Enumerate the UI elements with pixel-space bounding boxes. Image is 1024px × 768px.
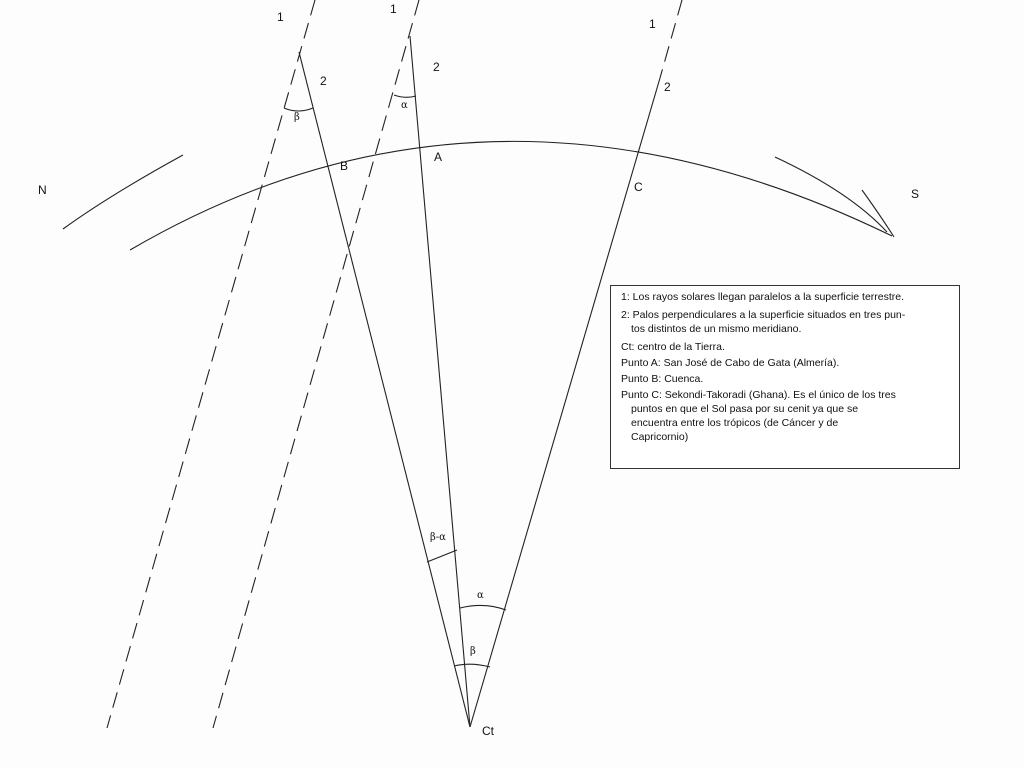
legend-item-rays xyxy=(621,290,951,304)
ray-label-middle: 1 xyxy=(390,2,397,16)
legend-text: encuentra entre los trópicos (de Cáncer y de xyxy=(631,417,839,429)
pole-label-c: 2 xyxy=(664,80,671,94)
alpha-label-center: α xyxy=(477,590,484,601)
beta-label-center: β xyxy=(470,646,476,657)
pole-label-a: 2 xyxy=(433,60,440,74)
south-label: S xyxy=(911,187,920,201)
alpha-label-top: α xyxy=(401,100,408,111)
beta-minus-alpha-label: β-α xyxy=(430,532,446,543)
point-c-label: C xyxy=(634,180,643,194)
point-a-label: A xyxy=(434,150,443,164)
legend-text: Punto C: Sekondi-Takoradi (Ghana). Es el único de los tres xyxy=(621,389,896,401)
legend-text: puntos en que el Sol pasa por su cenit ya que se xyxy=(631,403,859,415)
north-marker-arc xyxy=(63,155,183,229)
legend-text: 2: Palos perpendiculares a la superficie situados en tres pun- xyxy=(621,309,906,321)
beta-label-top: β xyxy=(294,112,300,123)
sun-ray-1-right xyxy=(660,0,682,78)
legend-text: 1: Los rayos solares llegan paralelos a la superficie terrestre. xyxy=(621,291,905,303)
pole-a-line xyxy=(410,36,470,727)
legend-text: Punto A: San José de Cabo de Gata (Almería). xyxy=(621,357,840,369)
sun-ray-1-middle xyxy=(213,0,419,728)
pole-label-b: 2 xyxy=(320,74,327,88)
ray-label-left: 1 xyxy=(277,10,284,24)
ray-label-right: 1 xyxy=(649,17,656,31)
sun-ray-1-left xyxy=(107,0,315,728)
legend-text: Ct: centro de la Tierra. xyxy=(621,341,725,353)
alpha-angle-arc-center xyxy=(460,605,506,610)
legend-item-point-a xyxy=(621,356,951,370)
beta-minus-alpha-angle-arc xyxy=(427,550,457,562)
beta-angle-arc-center xyxy=(454,664,490,667)
point-b-label: B xyxy=(340,159,349,173)
north-label: N xyxy=(38,183,47,197)
legend-item-poles xyxy=(621,308,951,336)
legend-item-center xyxy=(621,340,951,354)
legend-item-point-b xyxy=(621,372,951,386)
legend-box xyxy=(610,285,960,469)
earth-center-label: Ct xyxy=(482,724,494,738)
legend-text: Punto B: Cuenca. xyxy=(621,373,704,385)
legend-item-point-c xyxy=(621,388,951,444)
south-marker-arc xyxy=(775,157,887,232)
alpha-angle-arc-top xyxy=(394,95,416,97)
legend-text: Capricornio) xyxy=(631,431,689,443)
beta-angle-arc-top xyxy=(284,108,313,111)
legend-text: tos distintos de un mismo meridiano. xyxy=(631,323,802,335)
